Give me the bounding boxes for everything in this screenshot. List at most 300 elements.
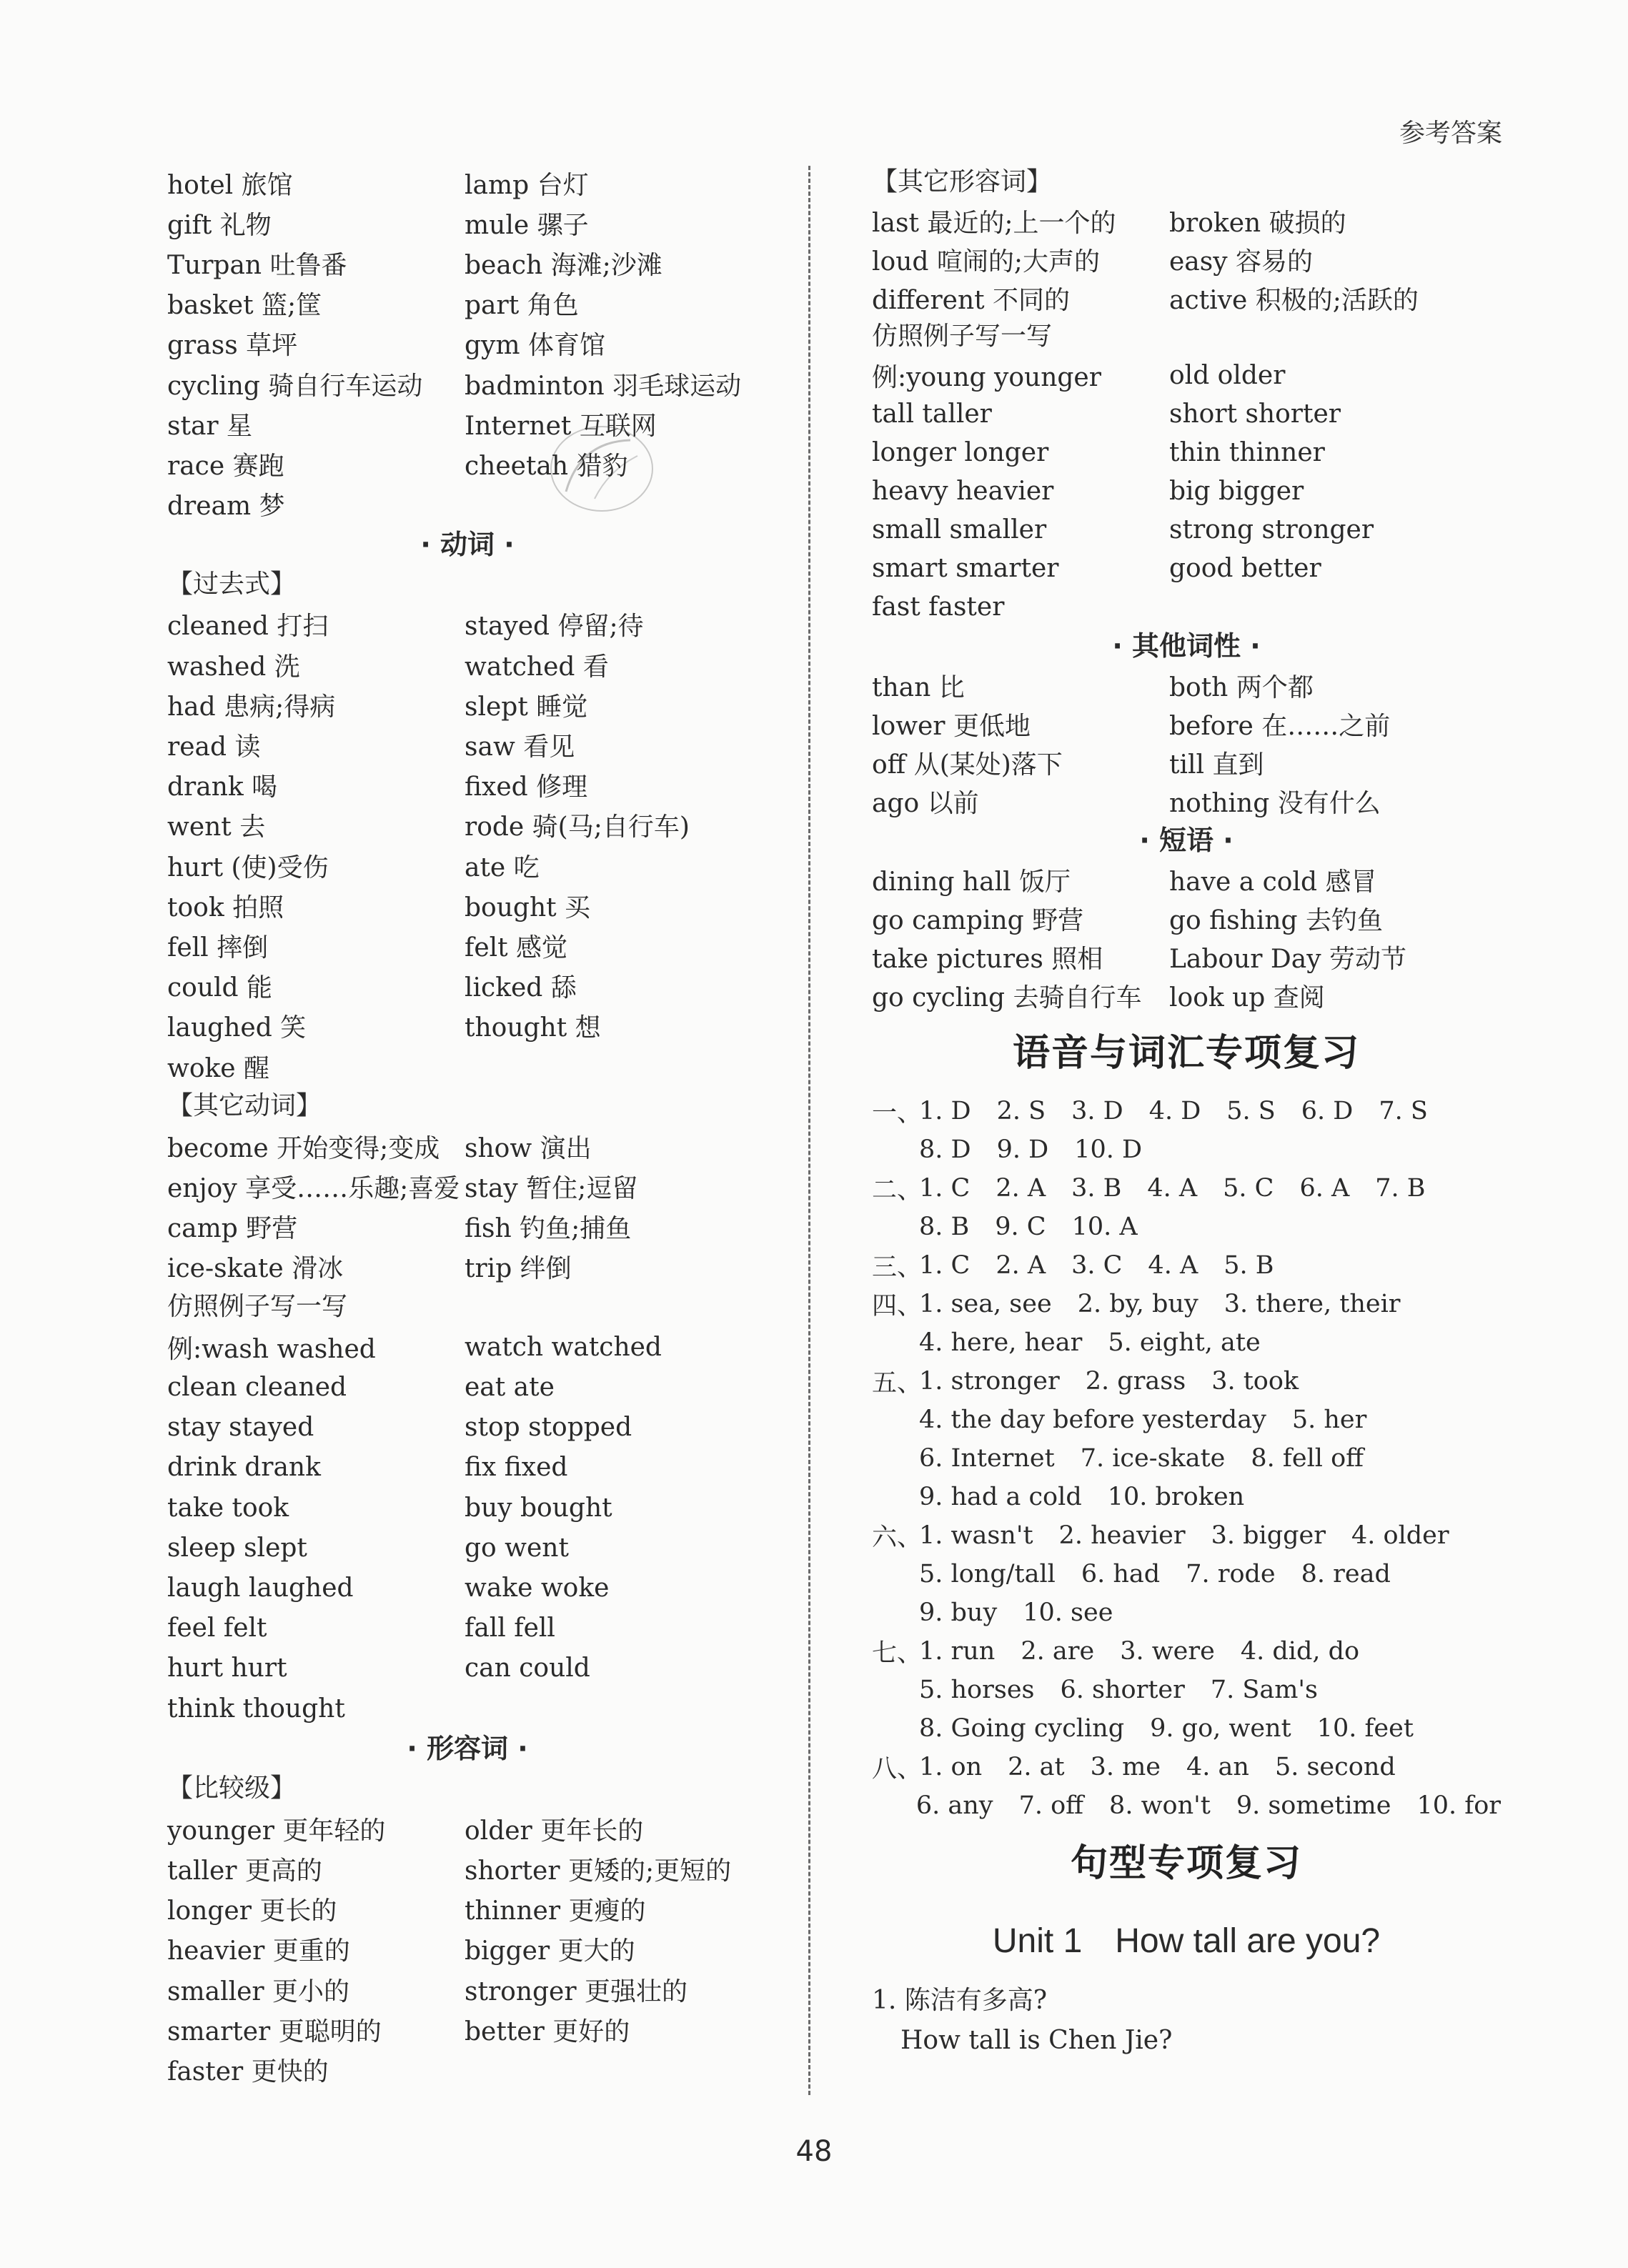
vocab-entry: 例:young younger <box>872 362 1101 392</box>
vocab-entry: 例:wash washed <box>167 1334 376 1364</box>
unit-number: Unit 1 <box>992 1922 1083 1960</box>
vocab-entry: small smaller <box>872 514 1047 544</box>
vocab-entry: drink drank <box>167 1453 321 1483</box>
answer-items <box>919 1560 1391 1588</box>
vocab-entry: basket 篮;筐 <box>167 291 322 321</box>
noun-row <box>167 364 768 404</box>
answer-item: 4. A <box>1147 1174 1198 1203</box>
answer-item: 5. long/tall <box>919 1560 1056 1588</box>
vocab-entry: fell 摔倒 <box>167 932 269 963</box>
answer-items <box>919 1174 1426 1203</box>
vocab-entry: go went <box>465 1533 569 1563</box>
review-title-vocab: 语音与词汇专项复习 <box>1012 1032 1360 1075</box>
vocab-entry: hurt (使)受伤 <box>167 852 329 882</box>
past-tense-row <box>167 725 768 765</box>
answer-row <box>872 1478 1501 1516</box>
answer-item: 6. D <box>1301 1097 1354 1125</box>
column-divider <box>808 166 810 2095</box>
vocab-entry: show 演出 <box>465 1133 592 1163</box>
answer-item: 10. feet <box>1316 1714 1414 1743</box>
answer-items <box>919 1290 1401 1318</box>
phrases-heading: · 短语 · <box>1139 825 1234 856</box>
vocab-entry: fast faster <box>872 592 1005 622</box>
other-pos-row <box>872 666 1501 705</box>
verbs-heading: · 动词 · <box>420 528 515 560</box>
imitate-row <box>872 356 1501 394</box>
answer-row <box>872 1130 1501 1169</box>
answer-row <box>872 1709 1501 1748</box>
unit-heading <box>872 1902 1501 1981</box>
imitate-row <box>167 1488 768 1528</box>
vocab-entry: go fishing 去钓鱼 <box>1169 905 1384 935</box>
vocab-entry: watch watched <box>465 1332 662 1362</box>
left-column <box>167 163 768 2090</box>
answer-item: 3. B <box>1071 1174 1122 1203</box>
answer-item: 5. her <box>1291 1406 1367 1434</box>
answer-item: 4. an <box>1186 1753 1249 1781</box>
answer-item: 7. S <box>1379 1097 1428 1125</box>
vocab-entry: become 开始变得;变成 <box>167 1133 440 1163</box>
imitate-row <box>167 1608 768 1648</box>
past-tense-row <box>167 925 768 965</box>
vocab-entry: mule 骡子 <box>465 210 589 240</box>
vocab-entry: easy 容易的 <box>1169 247 1314 277</box>
answer-item: 3. D <box>1071 1097 1123 1125</box>
answer-item: 2. are <box>1021 1637 1095 1666</box>
answer-item: 9. buy <box>919 1598 998 1627</box>
answer-item: 8. won't <box>1109 1791 1211 1820</box>
vocab-entry: shorter 更矮的;更短的 <box>465 1856 732 1886</box>
answer-item: 2. at <box>1008 1753 1065 1781</box>
answer-row <box>872 1786 1501 1825</box>
vocab-entry: stay 暂住;逗留 <box>465 1174 638 1204</box>
vocab-entry: trip 绊倒 <box>465 1254 572 1284</box>
answer-row <box>872 1208 1501 1246</box>
past-tense-row <box>167 765 768 805</box>
answer-item: 10. broken <box>1107 1483 1245 1511</box>
answer-item: 8. fell off <box>1251 1444 1364 1473</box>
other-verb-row <box>167 1126 768 1166</box>
comparative-row <box>167 1929 768 1969</box>
vocab-entry: have a cold 感冒 <box>1169 867 1377 897</box>
answer-section-label: 七、 <box>872 1639 923 1668</box>
imitate-row <box>167 1688 768 1729</box>
vocab-entry: broken 破损的 <box>1169 208 1346 238</box>
comparative-row <box>167 2049 768 2089</box>
other-pos-heading: · 其他词性 · <box>1112 630 1261 662</box>
answer-item: 10. A <box>1071 1213 1138 1241</box>
answer-item: 6. shorter <box>1060 1676 1185 1704</box>
vocab-entry: old older <box>1169 360 1286 390</box>
vocab-entry: dining hall 饭厅 <box>872 867 1071 897</box>
answer-section-label: 八、 <box>872 1755 923 1784</box>
answer-item: 9. D <box>996 1135 1049 1164</box>
vocab-entry: gym 体育馆 <box>465 331 605 361</box>
vocab-entry: could 能 <box>167 973 273 1003</box>
answer-item: 1. C <box>919 1251 971 1280</box>
imitate-row <box>872 433 1501 472</box>
vocab-entry: longer 更长的 <box>167 1896 337 1926</box>
comparative-row <box>167 1889 768 1929</box>
past-tense-row <box>167 1046 768 1086</box>
answer-item: 5. B <box>1224 1251 1274 1280</box>
answer-item: 8. B <box>919 1213 970 1241</box>
other-adjectives-heading: 【其它形容词】 <box>872 167 1053 197</box>
answer-item: 4. the day before yesterday <box>919 1406 1266 1434</box>
vocab-entry: ice-skate 滑冰 <box>167 1254 344 1284</box>
vocab-entry: gift 礼物 <box>167 210 272 240</box>
answer-row <box>872 1362 1501 1401</box>
answer-items <box>919 1251 1274 1280</box>
vocab-entry: stronger 更强壮的 <box>465 1976 688 2006</box>
imitate-row <box>872 549 1501 587</box>
answer-item: 6. A <box>1299 1174 1350 1203</box>
vocab-entry: ate 吃 <box>465 852 540 882</box>
answer-row <box>872 1671 1501 1709</box>
phrase-row <box>872 976 1501 1015</box>
answer-item: 6. any <box>915 1791 993 1820</box>
vocab-entry: longer longer <box>872 437 1049 467</box>
vocab-entry: big bigger <box>1169 476 1304 506</box>
vocab-entry: smarter 更聪明的 <box>167 2016 382 2046</box>
vocab-entry: younger 更年轻的 <box>167 1816 386 1846</box>
vocab-entry: thought 想 <box>465 1013 601 1043</box>
vocab-entry: saw 看见 <box>465 732 575 762</box>
answer-item: 7. Sam's <box>1210 1676 1318 1704</box>
vocab-entry: heavier 更重的 <box>167 1936 350 1966</box>
answer-item: 9. C <box>995 1213 1046 1241</box>
vocab-entry: hurt hurt <box>167 1653 287 1683</box>
vocab-entry: race 赛跑 <box>167 451 284 481</box>
vocab-entry: fall fell <box>465 1613 555 1643</box>
other-adj-row <box>872 279 1501 317</box>
noun-row <box>167 444 768 484</box>
other-verb-row <box>167 1247 768 1287</box>
vocab-entry: faster 更快的 <box>167 2057 329 2087</box>
answer-item: 3. me <box>1090 1753 1161 1781</box>
vocab-entry: sleep slept <box>167 1533 307 1563</box>
answer-item: 10. for <box>1416 1791 1501 1820</box>
answer-item: 3. C <box>1071 1251 1123 1280</box>
answer-section-label: 三、 <box>872 1253 923 1282</box>
other-pos-row <box>872 743 1501 782</box>
answer-item: 5. eight, ate <box>1108 1328 1261 1357</box>
vocab-entry: felt 感觉 <box>465 932 568 963</box>
answer-section-label: 二、 <box>872 1176 923 1205</box>
answer-item: 8. Going cycling <box>919 1714 1125 1743</box>
vocab-entry: short shorter <box>1169 399 1341 429</box>
noun-row <box>167 324 768 364</box>
vocab-entry: clean cleaned <box>167 1373 347 1403</box>
vocab-entry: fish 钓鱼;捕鱼 <box>465 1214 632 1244</box>
answer-item: 1. run <box>919 1637 996 1666</box>
vocab-entry: Internet 互联网 <box>465 411 657 441</box>
answer-item: 7. off <box>1018 1791 1084 1820</box>
vocab-entry: can could <box>465 1653 590 1683</box>
answer-item: 8. read <box>1301 1560 1391 1588</box>
vocab-entry: grass 草坪 <box>167 331 298 361</box>
vocab-entry: laughed 笑 <box>167 1013 307 1043</box>
answer-item: 5. horses <box>919 1676 1035 1704</box>
vocab-entry: buy bought <box>465 1493 612 1523</box>
answer-item: 5. second <box>1274 1753 1396 1781</box>
vocab-entry: stayed 停留;待 <box>465 612 644 642</box>
vocab-entry: go camping 野营 <box>872 905 1084 935</box>
vocab-entry: smart smarter <box>872 553 1059 583</box>
answer-items <box>919 1406 1366 1434</box>
vocab-entry: wake woke <box>465 1573 610 1603</box>
vocab-entry: till 直到 <box>1169 750 1264 780</box>
vocab-entry: star 星 <box>167 411 253 441</box>
answer-item: 4. here, hear <box>919 1328 1083 1357</box>
answer-item: 1. stronger <box>919 1367 1060 1396</box>
comparative-row <box>167 1849 768 1889</box>
answer-item: 1. C <box>919 1174 971 1203</box>
vocab-entry: badminton 羽毛球运动 <box>465 371 742 401</box>
answer-item: 2. by, buy <box>1077 1290 1198 1318</box>
answer-item: 2. S <box>996 1097 1046 1125</box>
vocab-entry: fix fixed <box>465 1453 568 1483</box>
comparative-row <box>167 1969 768 2009</box>
vocab-entry: beach 海滩;沙滩 <box>465 250 662 280</box>
noun-row <box>167 243 768 283</box>
answer-items <box>919 1213 1138 1241</box>
vocab-entry: nothing 没有什么 <box>1169 788 1381 818</box>
vocab-entry: take pictures 照相 <box>872 944 1103 974</box>
vocab-entry: active 积极的;活跃的 <box>1169 285 1419 315</box>
vocab-entry: slept 睡觉 <box>465 692 588 722</box>
vocab-entry: lamp 台灯 <box>465 170 589 200</box>
noun-row <box>167 163 768 203</box>
vocab-entry: good better <box>1169 553 1321 583</box>
answer-item: 4. did, do <box>1240 1637 1360 1666</box>
vocab-entry: stop stopped <box>465 1413 632 1443</box>
vocab-entry: washed 洗 <box>167 652 300 682</box>
answer-row <box>872 1092 1501 1130</box>
answer-item: 8. D <box>919 1135 971 1164</box>
vocab-entry: hotel 旅馆 <box>167 170 293 200</box>
answer-row <box>872 1323 1501 1362</box>
vocab-entry: stay stayed <box>167 1413 314 1443</box>
answer-items <box>916 1791 1501 1820</box>
phrase-row <box>872 860 1501 899</box>
answer-item: 4. A <box>1148 1251 1198 1280</box>
imitate-row <box>167 1367 768 1407</box>
past-tense-heading: 【过去式】 <box>167 569 297 599</box>
answer-items <box>919 1598 1113 1627</box>
answer-items <box>919 1328 1261 1357</box>
other-adj-row <box>872 240 1501 279</box>
answer-item: 1. D <box>919 1097 971 1125</box>
answer-section-label: 一、 <box>872 1099 923 1128</box>
vocab-entry: fixed 修理 <box>465 772 588 802</box>
vocab-entry: camp 野营 <box>167 1214 298 1244</box>
vocab-entry: drank 喝 <box>167 772 278 802</box>
vocab-entry: lower 更低地 <box>872 711 1031 741</box>
vocab-entry: look up 查阅 <box>1169 983 1325 1013</box>
answer-section-label: 六、 <box>872 1523 923 1552</box>
other-adj-row <box>872 202 1501 240</box>
answer-item: 2. grass <box>1085 1367 1186 1396</box>
past-tense-row <box>167 845 768 885</box>
vocab-entry: enjoy 享受……乐趣;喜爱 <box>167 1174 460 1204</box>
vocab-entry: thinner 更瘦的 <box>465 1896 646 1926</box>
answer-items <box>919 1367 1299 1396</box>
answer-item: 2. A <box>996 1251 1046 1280</box>
imitate-row <box>167 1568 768 1608</box>
answer-row <box>872 1285 1501 1323</box>
answer-items <box>919 1135 1142 1164</box>
vocab-entry: Turpan 吐鲁番 <box>167 250 347 280</box>
vocab-entry: than 比 <box>872 672 965 702</box>
answer-item: 6. had <box>1081 1560 1161 1588</box>
imitate-row <box>167 1448 768 1488</box>
phrase-row <box>872 899 1501 937</box>
answer-row <box>872 1516 1501 1555</box>
right-column <box>872 163 1501 2061</box>
answer-item: 2. A <box>996 1174 1046 1203</box>
past-tense-row <box>167 966 768 1006</box>
vocab-entry: bigger 更大的 <box>465 1936 635 1966</box>
answer-item: 3. were <box>1120 1637 1215 1666</box>
vocab-entry: off 从(某处)落下 <box>872 750 1063 780</box>
vocab-entry: part 角色 <box>465 291 579 321</box>
vocab-entry: thin thinner <box>1169 437 1325 467</box>
answer-row <box>872 1169 1501 1208</box>
answer-item: 1. sea, see <box>919 1290 1052 1318</box>
vocab-entry: laugh laughed <box>167 1573 354 1603</box>
vocab-entry: cycling 骑自行车运动 <box>167 371 423 401</box>
answer-item: 6. Internet <box>919 1444 1055 1473</box>
imitate-row <box>167 1408 768 1448</box>
answer-section-label: 五、 <box>872 1369 923 1398</box>
answer-row <box>872 1555 1501 1593</box>
past-tense-row <box>167 605 768 645</box>
imitate-row <box>167 1648 768 1688</box>
answer-section-label: 四、 <box>872 1292 923 1320</box>
other-verb-row <box>167 1167 768 1207</box>
vocab-entry: take took <box>167 1493 289 1523</box>
vocab-entry: read 读 <box>167 732 261 762</box>
noun-row <box>167 404 768 444</box>
vocab-entry: last 最近的;上一个的 <box>872 208 1116 238</box>
answer-item: 4. older <box>1351 1521 1449 1550</box>
vocab-entry: watched 看 <box>465 652 609 682</box>
answer-item: 1. on <box>919 1753 983 1781</box>
imitate-heading: 仿照例子写一写 <box>167 1292 348 1322</box>
vocab-entry: eat ate <box>465 1373 555 1403</box>
unit-name: How tall are you? <box>1115 1922 1381 1960</box>
answer-item: 3. there, their <box>1224 1290 1401 1318</box>
noun-row <box>167 203 768 243</box>
past-tense-row <box>167 885 768 925</box>
phrase-row <box>872 937 1501 976</box>
vocab-entry: smaller 更小的 <box>167 1976 350 2006</box>
vocab-entry: think thought <box>167 1693 345 1724</box>
vocab-entry: Labour Day 劳动节 <box>1169 944 1407 974</box>
answer-item: 5. C <box>1223 1174 1274 1203</box>
comparative-heading: 【比较级】 <box>167 1774 297 1804</box>
vocab-entry: cleaned 打扫 <box>167 612 329 642</box>
answer-items <box>919 1676 1318 1704</box>
answer-item: 10. see <box>1023 1598 1113 1627</box>
imitate-row <box>167 1528 768 1568</box>
adjectives-heading: · 形容词 · <box>407 1733 528 1765</box>
vocab-entry: ago 以前 <box>872 788 979 818</box>
answer-item: 7. ice-skate <box>1080 1444 1226 1473</box>
answer-row <box>872 1632 1501 1671</box>
answer-item: 1. wasn't <box>919 1521 1033 1550</box>
answer-items <box>919 1483 1244 1511</box>
answer-item: 7. rode <box>1186 1560 1276 1588</box>
vocab-entry: strong stronger <box>1169 514 1374 544</box>
vocab-entry: feel felt <box>167 1613 267 1643</box>
answer-row <box>872 1401 1501 1439</box>
comparative-row <box>167 2009 768 2049</box>
answer-items <box>919 1097 1428 1125</box>
vocab-entry: woke 醒 <box>167 1053 270 1083</box>
vocab-entry: taller 更高的 <box>167 1856 322 1886</box>
answer-item: 3. took <box>1211 1367 1299 1396</box>
imitate-row <box>872 510 1501 549</box>
vocab-entry: rode 骑(马;自行车) <box>465 812 690 842</box>
vocab-entry: had 患病;得病 <box>167 692 336 722</box>
vocab-entry: cheetah 猎豹 <box>465 451 628 481</box>
answer-item: 9. go, went <box>1150 1714 1291 1743</box>
vocab-entry: both 两个都 <box>1169 672 1314 702</box>
imitate-row <box>167 1327 768 1367</box>
vocab-entry: better 更好的 <box>465 2016 630 2046</box>
vocab-entry: older 更年长的 <box>465 1816 644 1846</box>
vocab-entry: before 在……之前 <box>1169 711 1391 741</box>
imitate-row <box>872 587 1501 626</box>
answer-row <box>872 1593 1501 1632</box>
answer-items <box>919 1521 1449 1550</box>
answer-item: 7. B <box>1375 1174 1426 1203</box>
vocab-entry: dream 梦 <box>167 492 285 522</box>
vocab-entry: different 不同的 <box>872 285 1071 315</box>
answer-row <box>872 1748 1501 1786</box>
vocab-entry: go cycling 去骑自行车 <box>872 983 1142 1013</box>
answer-row <box>872 1246 1501 1285</box>
past-tense-row <box>167 645 768 685</box>
answer-item: 4. D <box>1148 1097 1201 1125</box>
noun-row <box>167 284 768 324</box>
answer-items <box>919 1444 1364 1473</box>
past-tense-row <box>167 685 768 725</box>
answer-item: 2. heavier <box>1058 1521 1186 1550</box>
vocab-entry: loud 喧闹的;大声的 <box>872 247 1100 277</box>
vocab-entry: heavy heavier <box>872 476 1054 506</box>
answer-item: 9. sometime <box>1236 1791 1391 1820</box>
answer-row <box>872 1439 1501 1478</box>
vocab-entry: licked 舔 <box>465 973 577 1003</box>
vocab-entry: bought 买 <box>465 892 591 922</box>
answer-item: 9. had a cold <box>919 1483 1082 1511</box>
review-title-sentence: 句型专项复习 <box>1070 1842 1302 1885</box>
question-chinese: 1. 陈洁有多高? <box>872 1986 1048 2015</box>
vocab-entry: tall taller <box>872 399 992 429</box>
question-english: How tall is Chen Jie? <box>900 2026 1173 2055</box>
answer-item: 3. bigger <box>1211 1521 1326 1550</box>
other-pos-row <box>872 782 1501 820</box>
page-number: 48 <box>795 2135 833 2168</box>
imitate-heading: 仿照例子写一写 <box>872 322 1053 351</box>
other-pos-row <box>872 705 1501 743</box>
past-tense-row <box>167 805 768 845</box>
answer-items <box>919 1753 1396 1781</box>
comparative-row <box>167 1809 768 1849</box>
